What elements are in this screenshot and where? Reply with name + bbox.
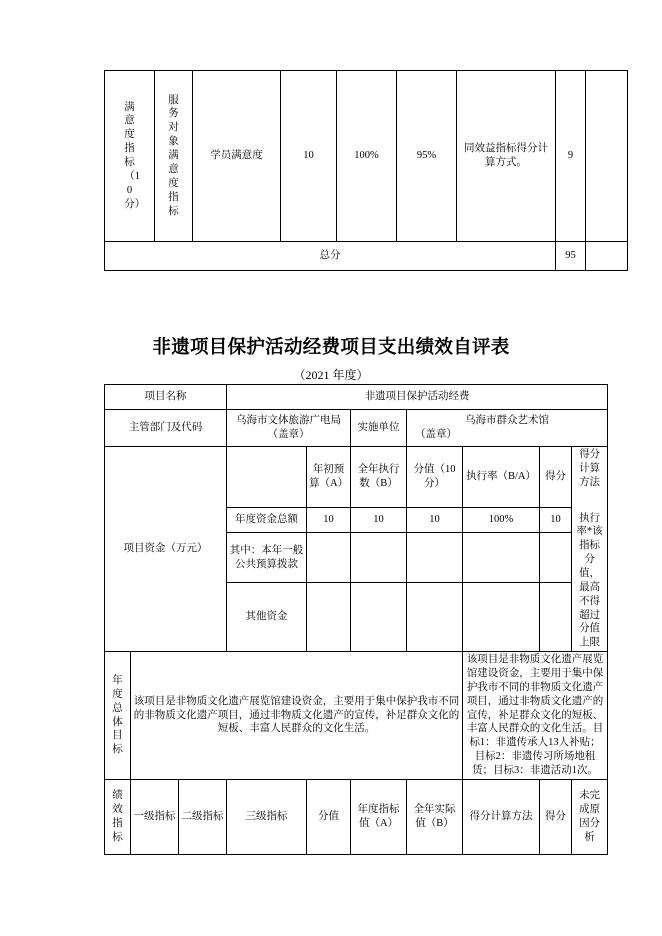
fund-initial-budget: 10 xyxy=(307,507,351,533)
perf-header-actual-value: 全年实际值（B） xyxy=(407,779,463,854)
fund-exec-rate: 100% xyxy=(463,507,540,533)
perf-header-annual-target: 年度指标值（A） xyxy=(351,779,407,854)
annual-goal-planned: 该项目是非物质文化遗产展览馆建设资金，主要用于集中保护我市不同的非物质文化遗产项目，通过非物质文化遗产的宣传，补足群众文化的短板、丰富人民群众的文化生活。 xyxy=(131,652,463,780)
cell-score-method: 同效益指标得分计算方式。 xyxy=(457,71,556,242)
dept-name-line: 乌海市文体旅游广电局 xyxy=(236,415,342,427)
perf-header-reason: 未完成原因分析 xyxy=(572,779,608,854)
performance-self-assessment-table xyxy=(104,384,608,855)
perf-header-score: 得分 xyxy=(540,779,572,854)
fund-initial-budget xyxy=(307,533,351,583)
perf-header-level3: 三级指标 xyxy=(227,779,307,854)
fund-header-method xyxy=(572,447,608,652)
continued-performance-table xyxy=(104,70,628,271)
row-perf-header xyxy=(105,779,608,854)
value-department xyxy=(227,410,351,447)
fund-item-label: 年度资金总额 xyxy=(227,507,307,533)
fund-annual-exec xyxy=(351,583,407,652)
row-annual-goal xyxy=(105,652,608,780)
fund-method-title: 得分计算方法 xyxy=(579,449,601,488)
perf-header-level1: 一级指标 xyxy=(131,779,179,854)
label-project-name: 项目名称 xyxy=(105,385,227,410)
fund-exec-rate xyxy=(463,583,540,652)
row-fund-header xyxy=(105,447,608,508)
cell-reason xyxy=(586,71,628,242)
fund-initial-budget xyxy=(307,583,351,652)
fund-header-exec-rate: 执行率（B/A） xyxy=(463,447,540,508)
cell-score-value: 10 xyxy=(281,71,337,242)
fund-score-value: 10 xyxy=(407,507,463,533)
fund-score-value xyxy=(407,583,463,652)
page-title: 非遗项目保护活动经费项目支出绩效自评表 xyxy=(152,338,510,358)
label-annual-goal: 年度总体目标 xyxy=(105,652,131,780)
fund-annual-exec: 10 xyxy=(351,507,407,533)
fund-item-label: 其他资金 xyxy=(227,583,307,652)
value-impl-unit xyxy=(407,410,608,447)
row-project-name xyxy=(105,385,608,410)
fund-score xyxy=(540,583,572,652)
perf-header-level2: 二级指标 xyxy=(179,779,227,854)
fund-item-label: 其中：本年一般公共预算拨款 xyxy=(227,533,307,583)
fund-score-value xyxy=(407,533,463,583)
fund-header-initial-budget: 年初预算（A） xyxy=(307,447,351,508)
dept-seal-line: （盖章） xyxy=(267,429,310,440)
perf-header-score-value: 分值 xyxy=(307,779,351,854)
fund-score: 10 xyxy=(540,507,572,533)
row-department xyxy=(105,410,608,447)
cell-score: 9 xyxy=(556,71,586,242)
fund-score xyxy=(540,533,572,583)
fund-exec-rate xyxy=(463,533,540,583)
cell-total-score: 95 xyxy=(556,242,586,271)
fund-header-item xyxy=(227,447,307,508)
value-project-name: 非遗项目保护活动经费 xyxy=(227,385,608,410)
fund-method-text: 执行率*该指标分值，最高不得超过分值上限 xyxy=(576,512,603,649)
cell-actual-value: 95% xyxy=(397,71,457,242)
table-row-total xyxy=(105,242,628,271)
annual-goal-actual: 该项目是非物质文化遗产展览馆建设资金，主要用于集中保护我市不同的非物质文化遗产项目，通过非物质文化遗产的宣传，补足群众文化的短板、丰富人民群众的文化生活。目标1：非遗传承人13人补贴；目标2：非遗传习所场地租赁；目标3：非遗活动1次。 xyxy=(463,652,608,780)
perf-header-score-method: 得分计算方法 xyxy=(463,779,540,854)
table-row xyxy=(105,71,628,242)
cell-level1-indicator: 满意度指标（10分） xyxy=(105,71,155,242)
fund-header-score-value: 分值（10分） xyxy=(407,447,463,508)
cell-level2-indicator: 服务对象满意度指标 xyxy=(155,71,193,242)
page-subtitle: （2021 年度） xyxy=(293,368,369,382)
label-project-fund: 项目资金（万元） xyxy=(105,447,227,652)
cell-level3-indicator: 学员满意度 xyxy=(193,71,281,242)
fund-annual-exec xyxy=(351,533,407,583)
label-department: 主管部门及代码 xyxy=(105,410,227,447)
impl-unit-name-line: 乌海市群众艺术馆 xyxy=(465,415,550,427)
label-impl-unit: 实施单位 xyxy=(351,410,407,447)
cell-total-reason xyxy=(586,242,628,271)
cell-annual-target: 100% xyxy=(337,71,397,242)
perf-header-label: 绩效指标 xyxy=(105,779,131,854)
cell-total-label: 总分 xyxy=(105,242,556,271)
fund-header-annual-exec: 全年执行数（B） xyxy=(351,447,407,508)
impl-unit-seal-line: （盖章） xyxy=(415,429,458,440)
fund-header-score: 得分 xyxy=(540,447,572,508)
